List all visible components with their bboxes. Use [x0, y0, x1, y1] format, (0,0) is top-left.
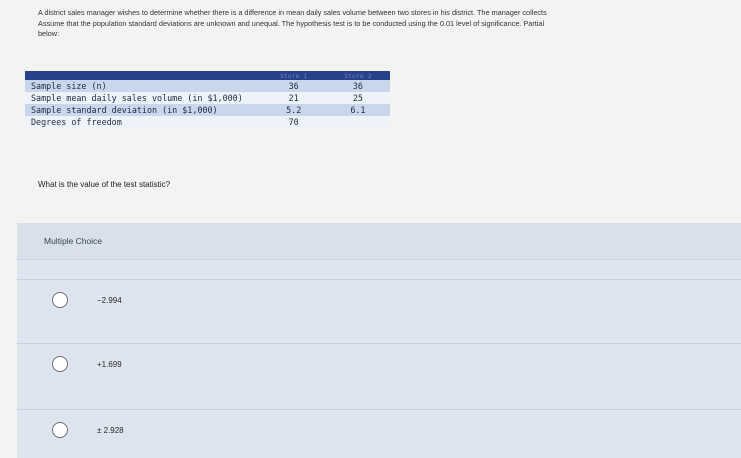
answer-option-label: +1.699 — [97, 359, 122, 369]
answer-option-label: −2.994 — [97, 295, 122, 305]
answer-option-1[interactable] — [17, 279, 741, 320]
sample-statistics-table — [25, 71, 390, 128]
store-2-value: 36 — [326, 80, 390, 92]
intro-line-2: Assume that the population standard deviations are unknown and unequal. The hypothesis test is to be conducted using the 0.01 level of significance. Partial — [38, 18, 545, 28]
problem-statement — [38, 8, 738, 40]
table-header-store-2: Store 2 — [326, 71, 390, 80]
radio-button[interactable] — [52, 422, 68, 438]
row-label: Sample standard deviation (in $1,000) — [25, 104, 262, 116]
table-row — [25, 80, 390, 92]
row-label: Sample size (n) — [25, 80, 262, 92]
store-1-value: 21 — [262, 92, 326, 104]
store-2-value: 25 — [326, 92, 390, 104]
multiple-choice-header: Multiple Choice — [17, 223, 741, 260]
store-1-value: 70 — [262, 116, 326, 128]
row-label: Degrees of freedom — [25, 116, 262, 128]
multiple-choice-panel — [17, 223, 741, 458]
table-header-blank — [25, 71, 262, 80]
radio-button[interactable] — [52, 356, 68, 372]
table-row — [25, 116, 390, 128]
radio-button[interactable] — [52, 292, 68, 308]
table-header-store-1: Store 1 — [262, 71, 326, 80]
store-1-value: 5.2 — [262, 104, 326, 116]
store-2-value — [326, 116, 390, 128]
table-header-row — [25, 71, 390, 80]
intro-line-1: A district sales manager wishes to determine whether there is a difference in mean daily sales volume between two stores in his district. The manager collects — [38, 8, 547, 17]
table-row — [25, 92, 390, 104]
question-text: What is the value of the test statistic? — [38, 180, 171, 189]
store-1-value: 36 — [262, 80, 326, 92]
store-2-value: 6.1 — [326, 104, 390, 116]
answer-option-label: ± 2.928 — [97, 425, 124, 435]
table-row — [25, 104, 390, 116]
answer-option-3[interactable] — [17, 409, 741, 450]
intro-line-3: below: — [38, 29, 60, 38]
row-label: Sample mean daily sales volume (in $1,000) — [25, 92, 262, 104]
answer-option-2[interactable] — [17, 343, 741, 384]
